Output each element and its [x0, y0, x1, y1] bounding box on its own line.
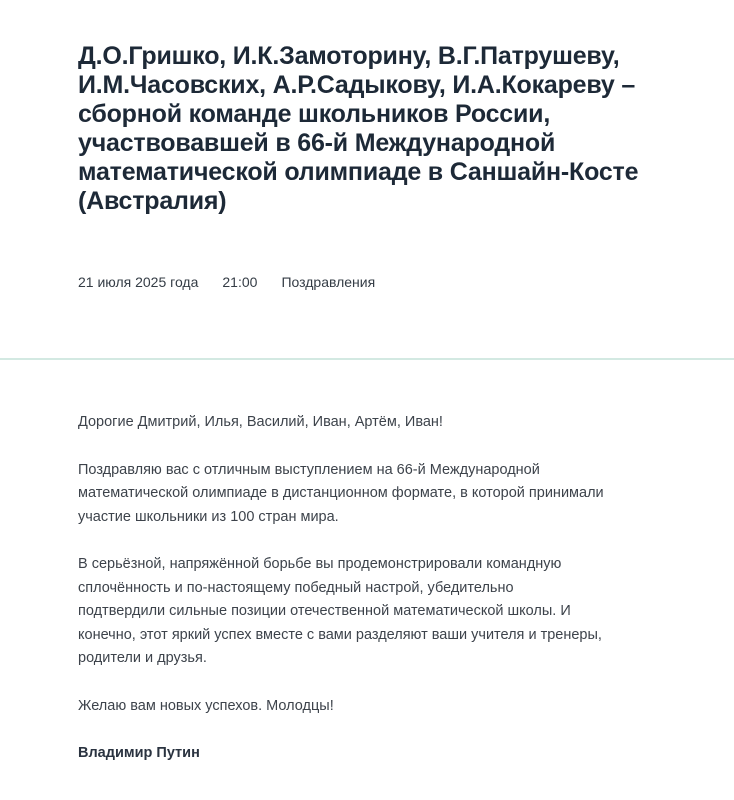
body-paragraph-wishes: Желаю вам новых успехов. Молодцы! [78, 697, 334, 714]
body-paragraph-achievement: В серьёзной, напряжённой борьбе вы продемонстрировали командную сплочённость и по-настоящему победный настрой, убедительно подтвердили сильные позиции отечественной математической школы. И конечно, этот яркий успех вместе с вами разделяют ваши учителя и тренеры, родители и друзья. [78, 556, 602, 666]
article-header [0, 0, 734, 290]
body-paragraph-congratulation: Поздравляю вас с отличным выступлением на 66-й Международной математической олимпиаде в дистанционном формате, в которой принимали участие школьники из 100 стран мира. [78, 461, 604, 525]
article-category-link[interactable]: Поздравления [281, 274, 376, 290]
article-title: Д.О.Гришко, И.К.Замоторину, В.Г.Патрушеву, И.М.Часовских, А.Р.Садыкову, И.А.Кокареву – сборной команде школьников России, участвовавшей в 66-й Международной математической олимпиаде в Саншайн-Косте (Австралия) [78, 42, 639, 215]
article-body [0, 360, 680, 766]
article-meta [78, 274, 674, 290]
article-date: 21 июля 2025 года [78, 274, 199, 290]
body-paragraph-greeting: Дорогие Дмитрий, Илья, Василий, Иван, Артём, Иван! [78, 414, 443, 430]
article-time: 21:00 [222, 274, 258, 290]
article-signature: Владимир Путин [78, 745, 200, 761]
